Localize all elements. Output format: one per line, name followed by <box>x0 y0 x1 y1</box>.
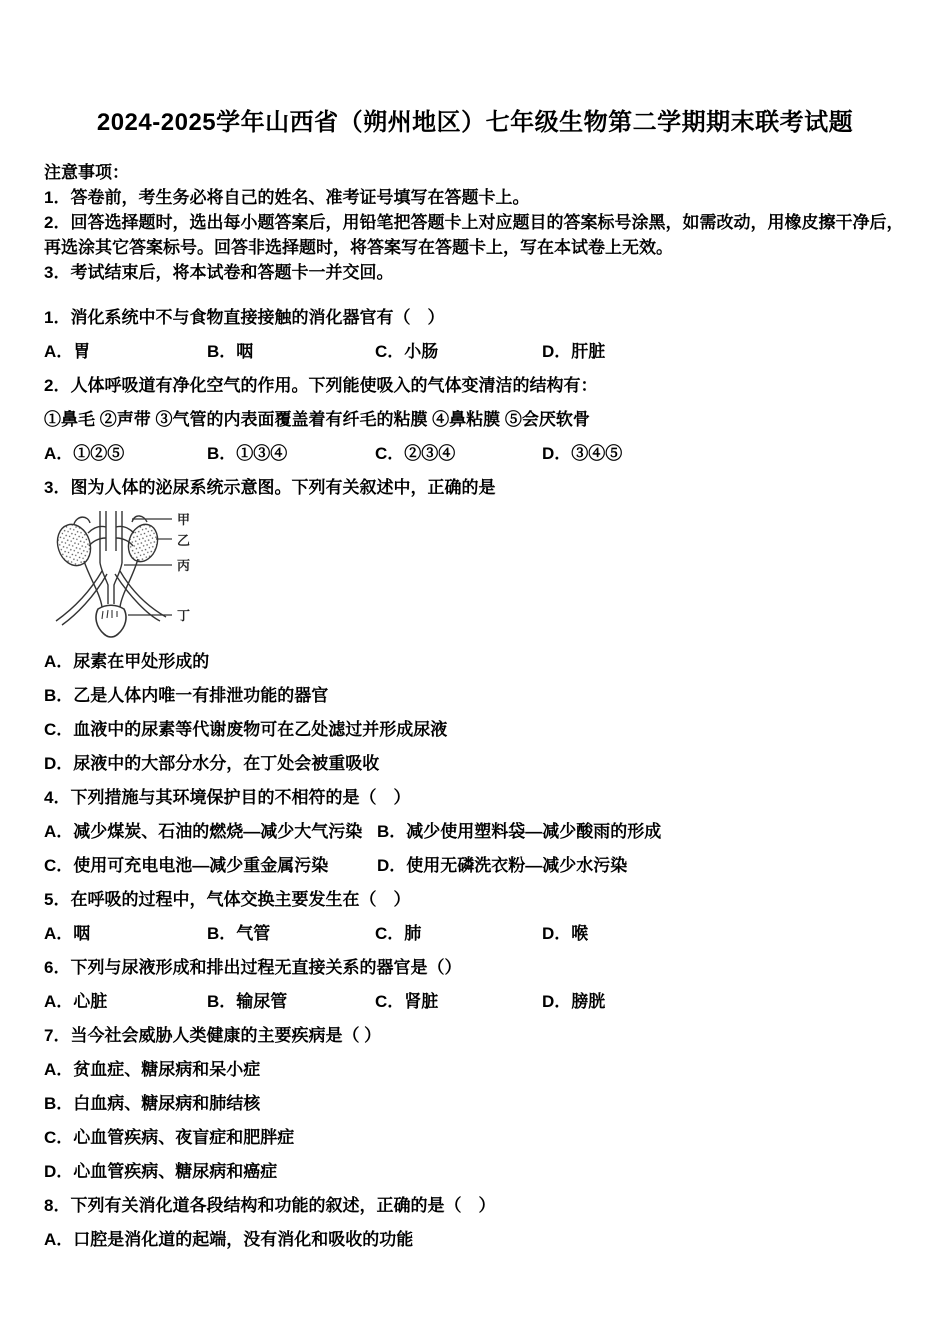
question-7-options <box>44 1053 906 1189</box>
option-d: D．肝脏 <box>542 342 606 361</box>
question-3-stem: 3．图为人体的泌尿系统示意图。下列有关叙述中，正确的是 <box>44 478 496 497</box>
notice-item: 3．考试结束后，将本试卷和答题卡一并交回。 <box>44 263 394 282</box>
question-8 <box>44 1189 906 1257</box>
question-6-options <box>44 985 906 1019</box>
option-b: B．白血病、糖尿病和肺结核 <box>44 1094 261 1113</box>
option-b: B．①③④ <box>207 444 288 463</box>
notice-item: 2．回答选择题时，选出每小题答案后，用铅笔把答题卡上对应题目的答案标号涂黑，如需改动，用橡皮擦干净后，再选涂其它答案标号。回答非选择题时，将答案写在答题卡上，写在本试卷上无效。 <box>44 213 904 257</box>
question-2-numbered-items: ①鼻毛 ②声带 ③气管的内表面覆盖着有纤毛的粘膜 ④鼻粘膜 ⑤会厌软骨 <box>44 410 590 429</box>
question-2-options <box>44 437 906 471</box>
notice-section <box>44 160 906 285</box>
question-6 <box>44 951 906 1019</box>
option-a: A．咽 <box>44 924 91 943</box>
option-c: C．②③④ <box>375 444 456 463</box>
question-4 <box>44 781 906 883</box>
question-5-options <box>44 917 906 951</box>
option-a: A．尿素在甲处形成的 <box>44 652 210 671</box>
question-2 <box>44 369 906 471</box>
question-4-options-row-2 <box>44 849 906 883</box>
kidney-left <box>52 520 95 570</box>
question-8-stem: 8．下列有关消化道各段结构和功能的叙述，正确的是（ ） <box>44 1196 496 1215</box>
notice-heading: 注意事项： <box>44 163 129 182</box>
option-a: A．①②⑤ <box>44 444 125 463</box>
option-d: D．心血管疾病、糖尿病和癌症 <box>44 1162 278 1181</box>
option-c: C．肺 <box>375 924 422 943</box>
question-1-options <box>44 335 906 369</box>
question-2-stem: 2．人体呼吸道有净化空气的作用。下列能使吸入的气体变清洁的结构有： <box>44 376 598 395</box>
option-b: B．乙是人体内唯一有排泄功能的器官 <box>44 686 329 705</box>
option-b: B．减少使用塑料袋—减少酸雨的形成 <box>377 822 662 841</box>
option-a: A．减少煤炭、石油的燃烧—减少大气污染 <box>44 822 363 841</box>
question-1-stem: 1．消化系统中不与食物直接接触的消化器官有（ ） <box>44 308 445 327</box>
kidney-right <box>124 521 162 566</box>
question-1 <box>44 301 906 369</box>
option-d: D．喉 <box>542 924 589 943</box>
option-a: A．口腔是消化道的起端，没有消化和吸收的功能 <box>44 1230 414 1249</box>
option-d: D．膀胱 <box>542 992 606 1011</box>
option-b: B．咽 <box>207 342 254 361</box>
option-d: D．使用无磷洗衣粉—减少水污染 <box>377 856 628 875</box>
option-a: A．心脏 <box>44 992 108 1011</box>
urinary-system-figure <box>44 507 254 643</box>
option-b: B．气管 <box>207 924 271 943</box>
question-6-stem: 6．下列与尿液形成和排出过程无直接关系的器官是（） <box>44 958 462 977</box>
option-c: C．使用可充电电池—减少重金属污染 <box>44 856 329 875</box>
urinary-system-diagram <box>44 507 906 645</box>
question-8-options <box>44 1223 906 1257</box>
question-4-options-row-1 <box>44 815 906 849</box>
question-3 <box>44 471 906 781</box>
diagram-label-yi: 乙 <box>177 533 191 548</box>
option-a: A．胃 <box>44 342 91 361</box>
option-a: A．贫血症、糖尿病和呆小症 <box>44 1060 261 1079</box>
diagram-label-bing: 丙 <box>177 558 191 573</box>
option-c: C．心血管疾病、夜盲症和肥胖症 <box>44 1128 295 1147</box>
question-4-stem: 4．下列措施与其环境保护目的不相符的是（ ） <box>44 788 411 807</box>
page-title: 2024-2025学年山西省（朔州地区）七年级生物第二学期期末联考试题 <box>96 109 854 136</box>
question-5-stem: 5．在呼吸的过程中，气体交换主要发生在（ ） <box>44 890 411 909</box>
question-5 <box>44 883 906 951</box>
option-c: C．小肠 <box>375 342 439 361</box>
option-d: D．③④⑤ <box>542 444 623 463</box>
diagram-label-ding: 丁 <box>177 608 191 623</box>
option-d: D．尿液中的大部分水分，在丁处会被重吸收 <box>44 754 380 773</box>
question-3-options <box>44 645 906 781</box>
question-7 <box>44 1019 906 1189</box>
question-list <box>44 301 906 1257</box>
notice-item: 1．答卷前，考生务必将自己的姓名、准考证号填写在答题卡上。 <box>44 188 530 207</box>
option-c: C．血液中的尿素等代谢废物可在乙处滤过并形成尿液 <box>44 720 448 739</box>
option-c: C．肾脏 <box>375 992 439 1011</box>
question-7-stem: 7．当今社会威胁人类健康的主要疾病是（ ） <box>44 1026 382 1045</box>
bladder-shape <box>96 605 126 637</box>
diagram-label-jia: 甲 <box>177 512 191 527</box>
option-b: B．输尿管 <box>207 992 288 1011</box>
